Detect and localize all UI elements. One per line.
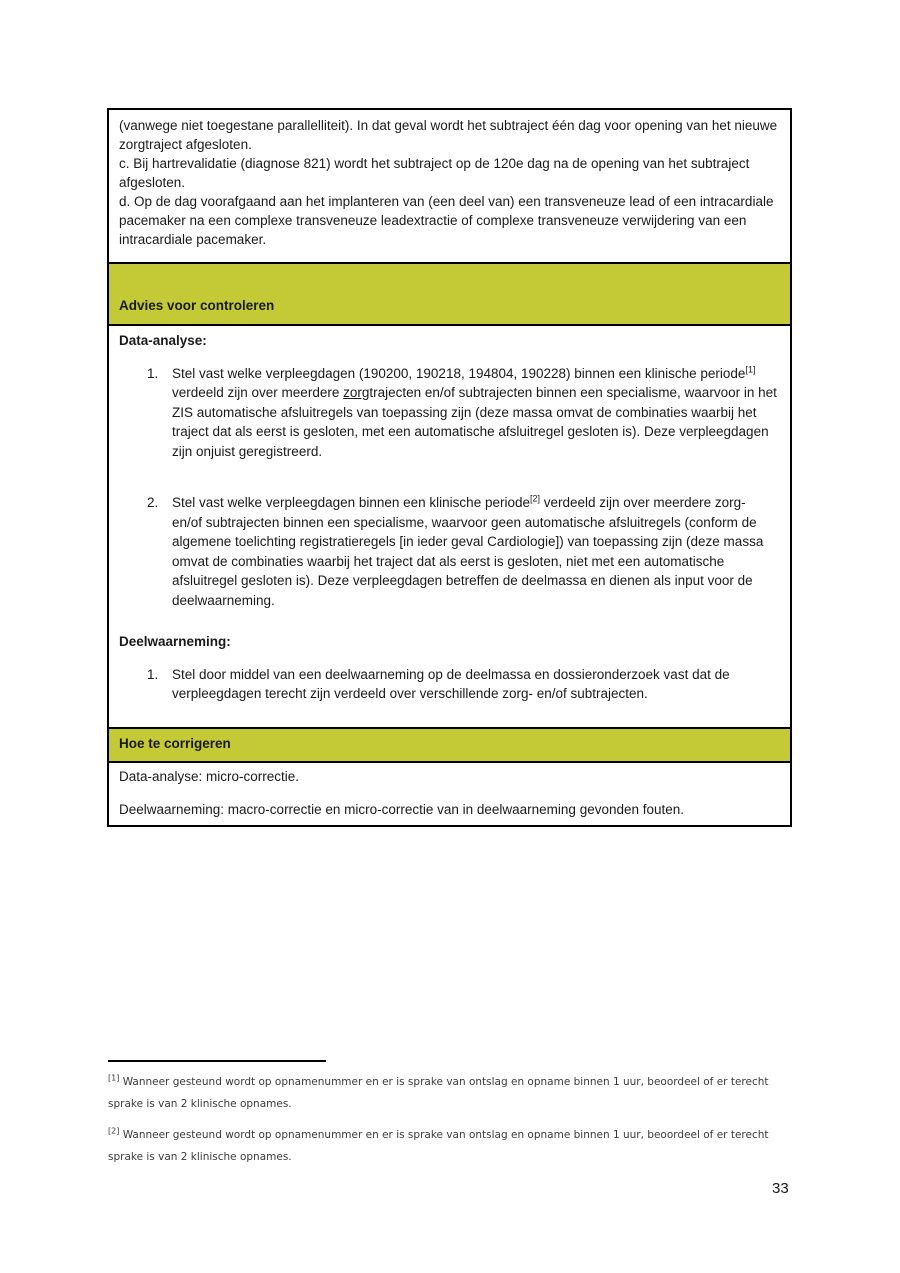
deelwaarneming-list bbox=[119, 665, 778, 704]
intro-paragraph-continuation: (vanwege niet toegestane parallelliteit). In dat geval wordt het subtraject één dag voor opening van het nieuwe zorgtraject afgesloten. bbox=[119, 118, 778, 152]
item-text-pre: Stel vast welke verpleegdagen (190200, 190218, 194804, 190228) binnen een klinische periode bbox=[172, 365, 746, 381]
item-text-mid: verdeeld zijn over meerdere bbox=[172, 385, 344, 400]
footnote-1-marker: [1] bbox=[108, 1073, 120, 1083]
list-item bbox=[119, 493, 778, 610]
corrigeren-body bbox=[109, 761, 790, 825]
deelwaarneming-label: Deelwaarneming: bbox=[119, 634, 231, 649]
data-analyse-list bbox=[119, 364, 778, 611]
advies-body bbox=[109, 324, 790, 727]
list-item bbox=[119, 665, 778, 704]
footnote-2-text: Wanneer gesteund wordt op opnamenummer en er is sprake van ontslag en opname binnen 1 uur, beoordeel of er terecht sprake is van 2 klinische opnames. bbox=[108, 1129, 769, 1163]
list-item-number: 1. bbox=[147, 666, 159, 682]
corrigeren-line-deelwaarneming: Deelwaarneming: macro-correctie en micro-correctie van in deelwaarneming gevonden fouten. bbox=[119, 802, 685, 817]
footnote-reference-1: [1] bbox=[745, 364, 756, 374]
section-header-hoe-te-corrigeren bbox=[109, 727, 790, 761]
section-header-corrigeren-label: Hoe te corrigeren bbox=[119, 736, 231, 751]
footnote-reference-2: [2] bbox=[530, 493, 541, 504]
item-text-underlined: zorg bbox=[343, 385, 370, 400]
list-item-text bbox=[172, 364, 778, 462]
item-text-mid: verdeeld zijn over meerdere zorg- en/of subtrajecten binnen een specialisme, waarvoor geen automatische afsluitregels (conform de algemene toelichting registratieregels [in ieder geval Cardiologie]) van toepassing zijn (deze massa omvat de combinaties waarbij het traject dat als eerst is gesloten, niet met een automatische afsluitregel gesloten is). Deze verpleegdagen betreffen de deelmassa en dienen als input voor de deelwaarneming. bbox=[172, 495, 764, 608]
item-text-pre: Stel vast welke verpleegdagen binnen een klinische periode bbox=[172, 495, 530, 510]
footnote-1-text: Wanneer gesteund wordt op opnamenummer en er is sprake van ontslag en opname binnen 1 uur, beoordeel of er terecht sprake is van 2 klinische opnames. bbox=[108, 1076, 769, 1110]
data-analyse-label: Data-analyse: bbox=[119, 333, 207, 348]
list-item-number: 1. bbox=[147, 365, 159, 381]
footnote-1 bbox=[108, 1071, 792, 1115]
page-number: 33 bbox=[772, 1180, 789, 1197]
intro-paragraph-d: d. Op de dag voorafgaand aan het implanteren van (een deel van) een transveneuze lead of een intracardiale pacemaker na een complexe transveneuze leadextractie of complexe transveneuze verwijdering van een intracardiale pacemaker. bbox=[119, 194, 774, 247]
footnotes-area bbox=[108, 1060, 792, 1177]
section-header-advies-label: Advies voor controleren bbox=[119, 298, 275, 313]
list-item-text: Stel door middel van een deelwaarneming op de deelmassa en dossieronderzoek vast dat de verpleegdagen terecht zijn verdeeld over verschillende zorg- en/of subtrajecten. bbox=[172, 666, 730, 701]
corrigeren-line-data-analyse: Data-analyse: micro-correctie. bbox=[119, 769, 300, 784]
footnote-separator-rule bbox=[108, 1060, 326, 1062]
intro-paragraph-c: c. Bij hartrevalidatie (diagnose 821) wordt het subtraject op de 120e dag na de opening van het subtraject afgesloten. bbox=[119, 156, 750, 190]
list-item bbox=[119, 364, 778, 462]
list-item-number: 2. bbox=[147, 495, 159, 510]
footnote-2-marker: [2] bbox=[108, 1126, 120, 1136]
intro-text-block bbox=[109, 110, 790, 262]
section-header-advies-voor-controleren bbox=[109, 262, 790, 324]
footnote-2 bbox=[108, 1124, 792, 1168]
item-text-rest: trajecten en/of subtrajecten binnen een specialisme, waarvoor in het ZIS automatische afsluitregels van toepassing zijn (deze massa omvat de combinaties waarbij het traject dat als eerst is gesloten, met een automatische afsluitregel gesloten is). Deze verpleegdagen zijn onjuist geregistreerd. bbox=[172, 385, 777, 459]
control-description-table bbox=[107, 108, 792, 827]
list-item-text bbox=[172, 493, 778, 610]
